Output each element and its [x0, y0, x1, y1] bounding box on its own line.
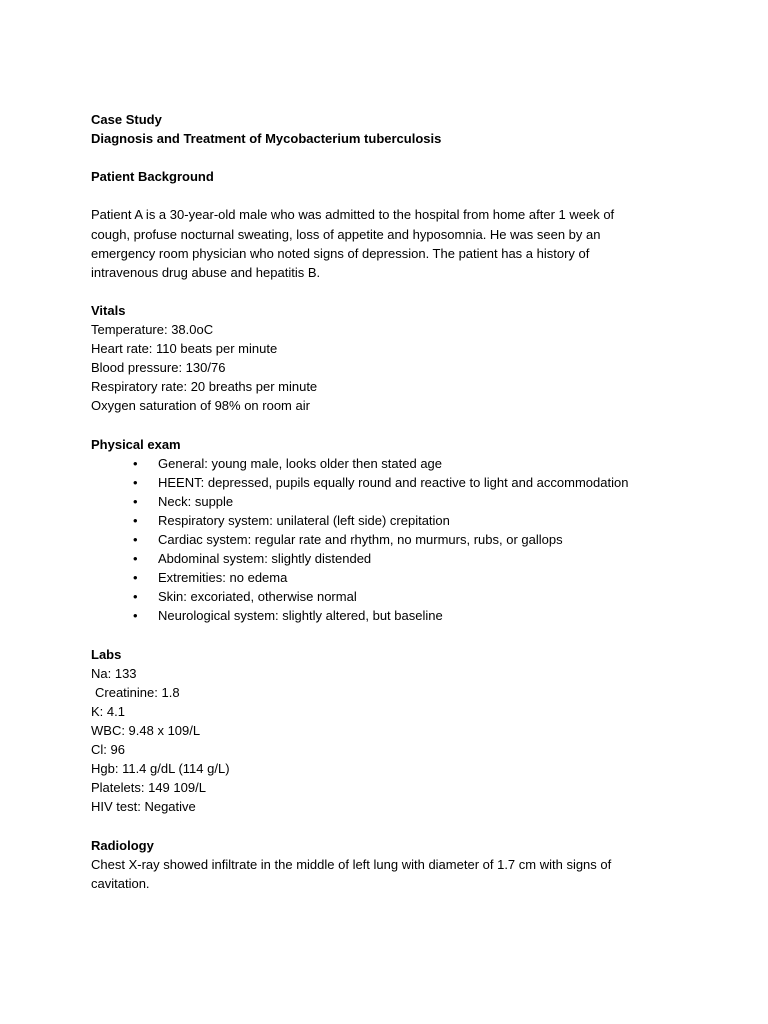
exam-item-text: Neurological system: slightly altered, but baseline [158, 608, 443, 624]
bullet-icon: • [133, 532, 138, 548]
radiology-line: cavitation. [91, 875, 150, 891]
exam-item [91, 587, 731, 606]
lab-item: Creatinine: 1.8 [95, 684, 180, 700]
lab-item: Na: 133 [91, 665, 137, 681]
document-title: Case Study [91, 112, 162, 127]
labs-list [91, 664, 731, 817]
exam-item-text: Neck: supple [158, 493, 234, 509]
background-line: emergency room physician who noted signs of depression. The patient has a history of [91, 245, 590, 261]
exam-item [91, 530, 731, 549]
section-heading-background: Patient Background [91, 169, 214, 185]
lab-item: K: 4.1 [91, 703, 125, 719]
spacer [91, 186, 731, 205]
bullet-icon: • [133, 570, 138, 586]
exam-item [91, 454, 731, 473]
bullet-icon: • [133, 512, 138, 528]
exam-item-text: Respiratory system: unilateral (left side) crepitation [158, 512, 450, 528]
section-heading-vitals: Vitals [91, 302, 126, 318]
spacer [91, 282, 731, 301]
vital-item: Temperature: 38.0oC [91, 322, 214, 338]
document-subtitle: Diagnosis and Treatment of Mycobacterium tuberculosis [91, 131, 442, 147]
exam-item-text: Cardiac system: regular rate and rhythm, no murmurs, rubs, or gallops [158, 532, 563, 548]
section-heading-labs: Labs [91, 646, 122, 662]
background-paragraph [91, 205, 731, 281]
radiology-line: Chest X-ray showed infiltrate in the middle of left lung with diameter of 1.7 cm with signs of [91, 856, 612, 872]
lab-item: WBC: 9.48 x 109/L [91, 723, 201, 738]
document-page [91, 110, 731, 893]
lab-item: Hgb: 11.4 g/dL (114 g/L) [91, 761, 230, 777]
exam-item [91, 511, 731, 530]
lab-item: Cl: 96 [91, 742, 125, 758]
lab-item: Platelets: 149 109/L [91, 780, 206, 796]
bullet-icon: • [133, 608, 138, 624]
vital-item: Heart rate: 110 beats per minute [91, 341, 278, 357]
spacer [91, 626, 731, 645]
vitals-list [91, 320, 731, 415]
vital-item: Blood pressure: 130/76 [91, 360, 226, 376]
exam-item [91, 568, 731, 587]
exam-item [91, 473, 731, 492]
exam-item-text: Abdominal system: slightly distended [158, 551, 372, 567]
spacer [91, 148, 731, 167]
lab-item: HIV test: Negative [91, 799, 196, 815]
spacer [91, 816, 731, 835]
background-line: cough, profuse nocturnal sweating, loss of appetite and hyposomnia. He was seen by an [91, 226, 601, 242]
exam-item [91, 549, 731, 568]
section-heading-radiology: Radiology [91, 837, 154, 853]
exam-list [91, 454, 731, 626]
vital-item: Oxygen saturation of 98% on room air [91, 398, 310, 414]
spacer [91, 416, 731, 435]
bullet-icon: • [133, 589, 138, 605]
exam-item-text: HEENT: depressed, pupils equally round and reactive to light and accommodation [158, 474, 629, 490]
bullet-icon: • [133, 551, 138, 567]
bullet-icon: • [133, 493, 138, 509]
bullet-icon: • [133, 474, 138, 490]
exam-item [91, 606, 731, 625]
exam-item-text: Skin: excoriated, otherwise normal [158, 589, 357, 605]
bullet-icon: • [133, 455, 138, 471]
exam-item [91, 492, 731, 511]
background-line: intravenous drug abuse and hepatitis B. [91, 264, 321, 280]
exam-item-text: Extremities: no edema [158, 570, 288, 586]
section-heading-exam: Physical exam [91, 436, 181, 452]
vital-item: Respiratory rate: 20 breaths per minute [91, 379, 318, 395]
exam-item-text: General: young male, looks older then stated age [158, 455, 443, 471]
background-line: Patient A is a 30-year-old male who was admitted to the hospital from home after 1 week of [91, 207, 615, 223]
radiology-paragraph [91, 855, 731, 893]
